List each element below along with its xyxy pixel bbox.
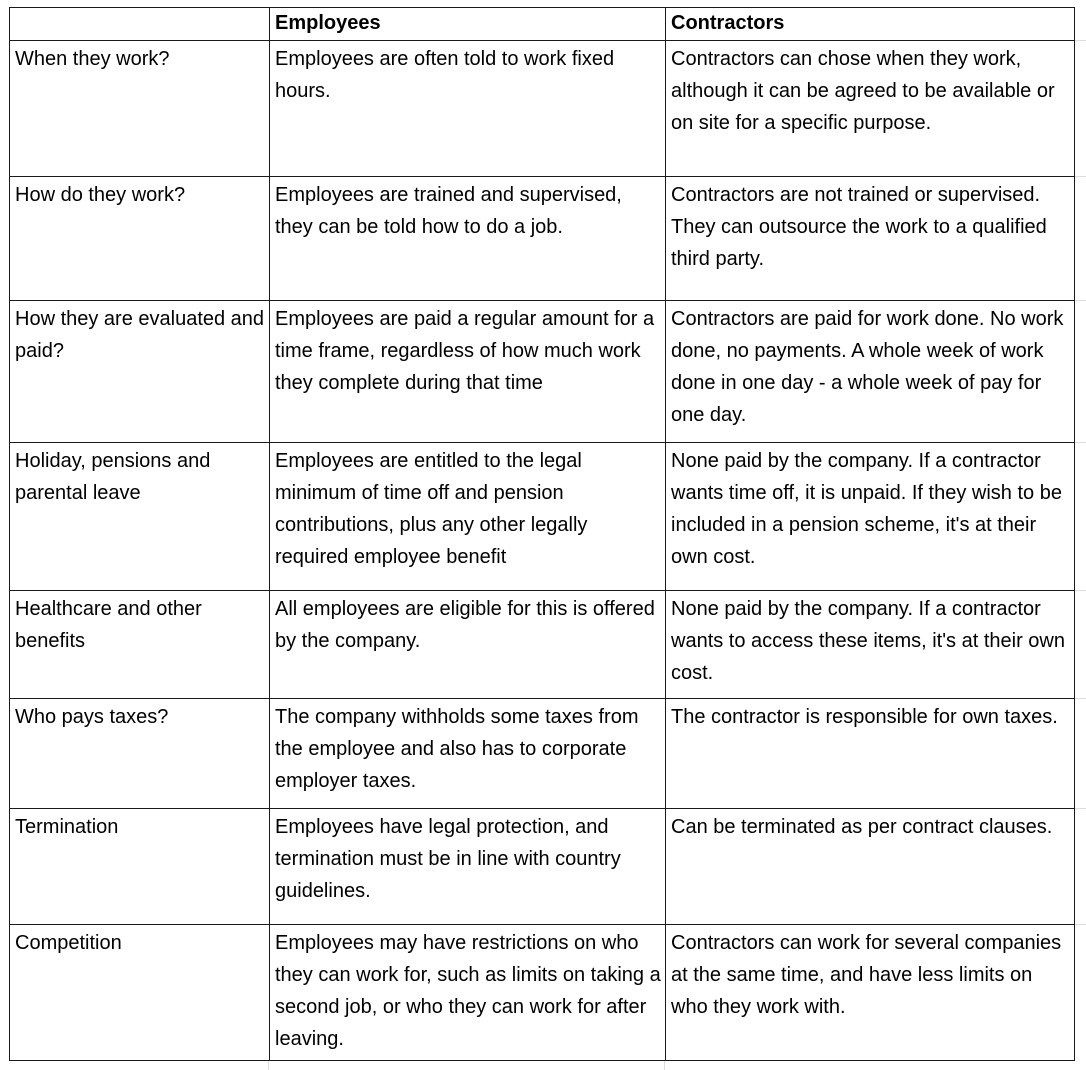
table-row [10,41,1075,177]
header-employees[interactable]: Employees [270,8,666,41]
table-row [10,809,1075,925]
employees-cell[interactable]: Employees are often told to work fixed hours. [270,41,666,177]
table-row [10,591,1075,699]
header-corner-cell[interactable] [10,8,270,41]
gridline [268,1060,269,1070]
contractors-cell[interactable]: Contractors can work for several companies at the same time, and have less limits on who they work with. [666,925,1075,1061]
header-row [10,8,1075,41]
table-row [10,443,1075,591]
row-label-cell[interactable]: When they work? [10,41,270,177]
row-label-cell[interactable]: How they are evaluated and paid? [10,301,270,443]
gridline [1074,924,1086,925]
contractors-cell[interactable]: Can be terminated as per contract clauses. [666,809,1075,925]
gridline [1074,590,1086,591]
gridline [1074,40,1086,41]
contractors-cell[interactable]: None paid by the company. If a contractor wants time off, it is unpaid. If they wish to be included in a pension scheme, it's at their own cost. [666,443,1075,591]
employees-cell[interactable]: Employees are trained and supervised, they can be told how to do a job. [270,177,666,301]
contractors-cell[interactable]: None paid by the company. If a contractor wants to access these items, it's at their own cost. [666,591,1075,699]
gridline [1074,698,1086,699]
employees-cell[interactable]: Employees are paid a regular amount for a time frame, regardless of how much work they complete during that time [270,301,666,443]
contractors-cell[interactable]: Contractors are not trained or supervised. They can outsource the work to a qualified third party. [666,177,1075,301]
row-label-cell[interactable]: Termination [10,809,270,925]
employees-cell[interactable]: The company withholds some taxes from the employee and also has to corporate employer taxes. [270,699,666,809]
row-label-cell[interactable]: Healthcare and other benefits [10,591,270,699]
employees-cell[interactable]: All employees are eligible for this is offered by the company. [270,591,666,699]
table-row [10,699,1075,809]
employees-cell[interactable]: Employees have legal protection, and termination must be in line with country guidelines. [270,809,666,925]
table-row [10,177,1075,301]
row-label-cell[interactable]: How do they work? [10,177,270,301]
table-row [10,925,1075,1061]
table-row [10,301,1075,443]
gridline [1074,176,1086,177]
contractors-cell[interactable]: Contractors can chose when they work, although it can be agreed to be available or on site for a specific purpose. [666,41,1075,177]
header-contractors[interactable]: Contractors [666,8,1075,41]
row-label-cell[interactable]: Holiday, pensions and parental leave [10,443,270,591]
employees-cell[interactable]: Employees may have restrictions on who they can work for, such as limits on taking a second job, or who they can work for after leaving. [270,925,666,1061]
gridline [1074,808,1086,809]
contractors-cell[interactable]: The contractor is responsible for own taxes. [666,699,1075,809]
gridline [1074,300,1086,301]
gridline [1074,442,1086,443]
comparison-table [9,7,1075,1061]
employees-cell[interactable]: Employees are entitled to the legal minimum of time off and pension contributions, plus any other legally required employee benefit [270,443,666,591]
row-label-cell[interactable]: Who pays taxes? [10,699,270,809]
contractors-cell[interactable]: Contractors are paid for work done. No work done, no payments. A whole week of work done in one day - a whole week of pay for one day. [666,301,1075,443]
gridline [664,1060,665,1070]
row-label-cell[interactable]: Competition [10,925,270,1061]
